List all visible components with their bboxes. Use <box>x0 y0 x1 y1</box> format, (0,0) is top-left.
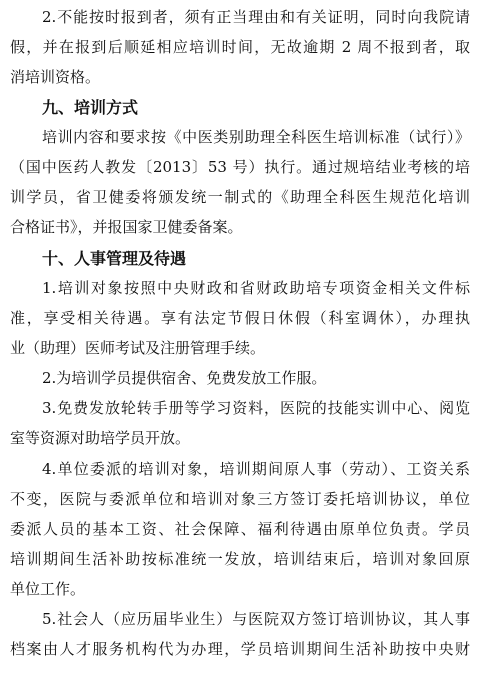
paragraph-line: 训学员，省卫健委将颁发统一制式的《助理全科医生规范化培训 <box>10 188 470 206</box>
paragraph-line: 委派人员的基本工资、社会保障、福利待遇由原单位负责。学员 <box>10 520 470 538</box>
paragraph-line: 1.培训对象按照中央财政和省财政助培专项资金相关文件标 <box>42 279 470 297</box>
paragraph-line: （国中医药人教发〔2013〕53 号）执行。通过规培结业考核的培 <box>10 158 470 176</box>
paragraph-line: 假，并在报到后顺延相应培训时间，无故逾期 2 周不报到者，取 <box>10 38 470 56</box>
paragraph-line: 档案由人才服务机构代为办理，学员培训期间生活补助按中央财 <box>10 640 470 658</box>
paragraph-line: 准，享受相关待遇。享有法定节假日休假（科室调休），办理执 <box>10 309 470 327</box>
paragraph-line: 5.社会人（应历届毕业生）与医院双方签订培训协议，其人事 <box>42 610 470 628</box>
paragraph-line: 4.单位委派的培训对象，培训期间原人事（劳动）、工资关系 <box>42 460 470 478</box>
paragraph-line: 不变，医院与委派单位和培训对象三方签订委托培训协议，单位 <box>10 490 470 508</box>
section-heading-9: 九、培训方式 <box>42 98 139 117</box>
paragraph-line: 培训内容和要求按《中医类别助理全科医生培训标准（试行）》 <box>42 128 470 146</box>
paragraph-line: 2.不能按时报到者，须有正当理由和有关证明，同时向我院请 <box>42 8 470 26</box>
paragraph-line: 培训期间生活补助按标准统一发放，培训结束后，培训对象回原 <box>10 550 470 568</box>
section-heading-10: 十、人事管理及待遇 <box>42 249 187 268</box>
paragraph-line: 3.免费发放轮转手册等学习资料，医院的技能实训中心、阅览 <box>42 399 470 417</box>
paragraph-line: 单位工作。 <box>10 580 86 598</box>
paragraph-line: 合格证书》，并报国家卫健委备案。 <box>10 218 243 236</box>
paragraph-line: 消培训资格。 <box>10 68 101 86</box>
paragraph-line: 室等资源对助培学员开放。 <box>10 429 191 447</box>
paragraph-line: 业（助理）医师考试及注册管理手续。 <box>10 339 266 357</box>
paragraph-line: 2.为培训学员提供宿舍、免费发放工作服。 <box>42 369 327 387</box>
